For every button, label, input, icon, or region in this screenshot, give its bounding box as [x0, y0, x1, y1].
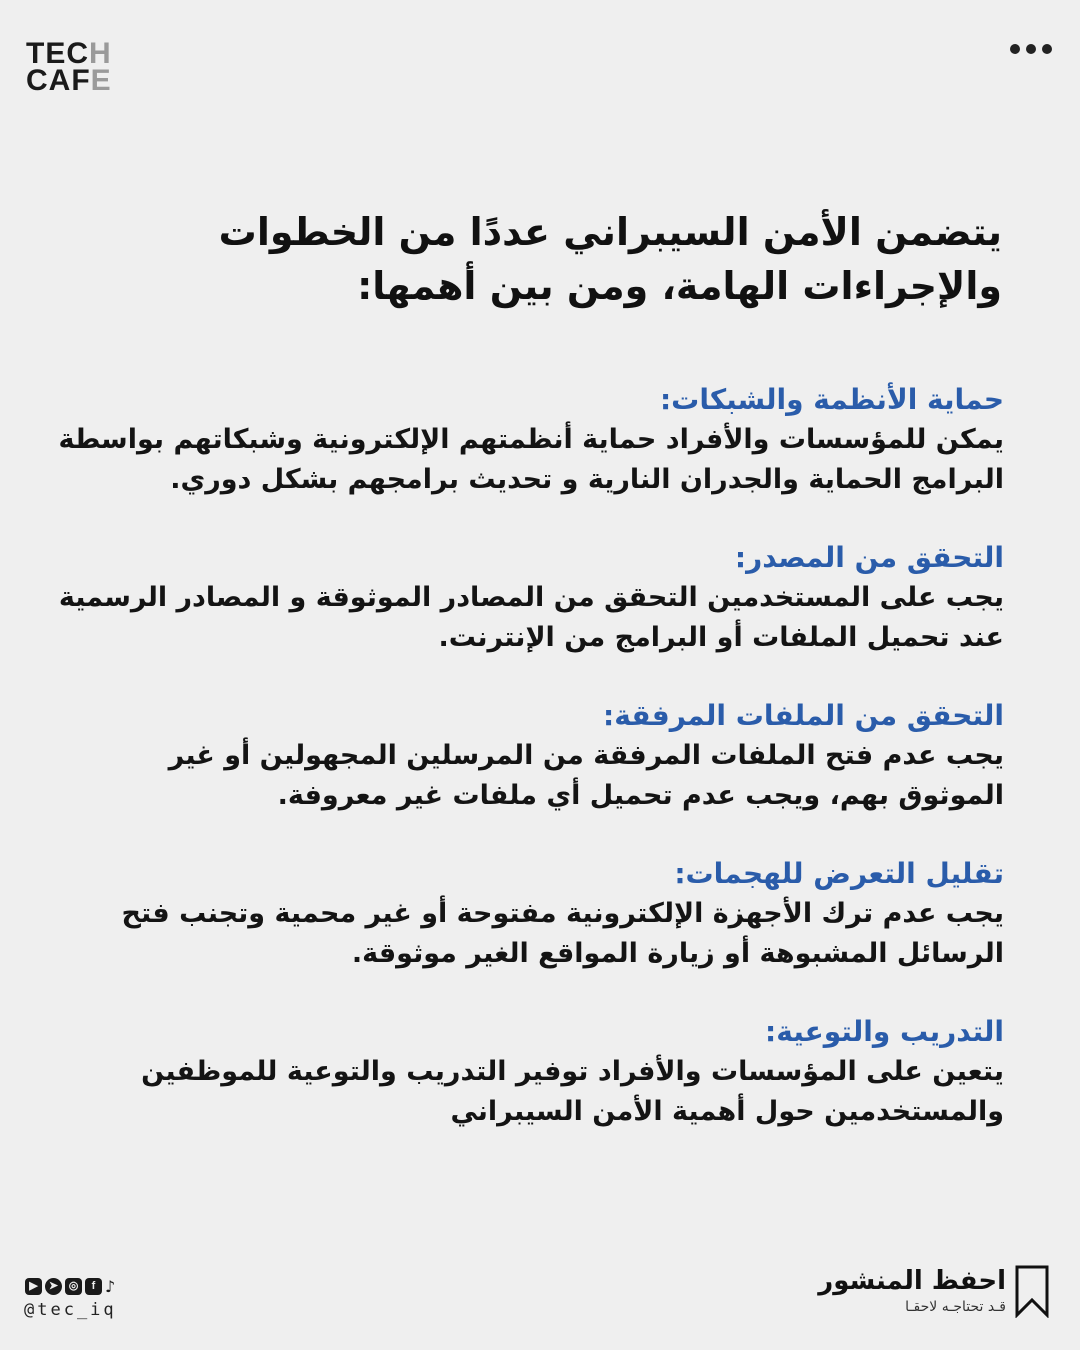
facebook-icon[interactable]: f — [85, 1278, 102, 1295]
section-training — [54, 1012, 1004, 1132]
more-dots-icon — [1042, 44, 1052, 54]
brand-logo-line2-text: CAF — [26, 64, 91, 97]
brand-logo-line2-fade: E — [90, 64, 112, 97]
section-title: التدريب والتوعية: — [765, 1015, 1004, 1048]
telegram-icon[interactable]: ➤ — [45, 1278, 62, 1295]
social-links — [25, 1278, 115, 1295]
save-post-button[interactable] — [818, 1264, 1050, 1318]
section-attachments — [54, 696, 1004, 816]
brand-logo-line1-text: TEC — [26, 37, 89, 70]
more-menu-button[interactable] — [1010, 44, 1052, 54]
section-body: يجب على المستخدمين التحقق من المصادر الموثوقة و المصادر الرسمية عند تحميل الملفات أو البرامج من الإنترنت. — [58, 582, 1004, 653]
brand-logo-line1-fade: H — [89, 37, 112, 70]
brand-logo — [26, 37, 112, 97]
more-dots-icon — [1026, 44, 1036, 54]
section-body: يمكن للمؤسسات والأفراد حماية أنظمتهم الإلكترونية وشبكاتهم بواسطة البرامج الحماية والجدران النارية و تحديث برامجهم بشكل دوري. — [58, 424, 1004, 495]
section-body: يجب عدم فتح الملفات المرفقة من المرسلين المجهولين أو غير الموثوق بهم، ويجب عدم تحميل أي ملفات غير معروفة. — [168, 740, 1004, 811]
instagram-icon[interactable]: ◎ — [65, 1278, 82, 1295]
section-title: التحقق من الملفات المرفقة: — [603, 699, 1004, 732]
brand-logo-line2 — [26, 64, 112, 97]
brand-logo-line1 — [26, 37, 112, 70]
more-dots-icon — [1010, 44, 1020, 54]
save-post-title: احفظ المنشور — [818, 1266, 1006, 1296]
post-heading: يتضمن الأمن السيبراني عددًا من الخطوات والإجراءات الهامة، ومن بين أهمها: — [218, 210, 1002, 308]
youtube-icon[interactable]: ▶ — [25, 1278, 42, 1295]
section-source-verification — [54, 538, 1004, 658]
section-body: يجب عدم ترك الأجهزة الإلكترونية مفتوحة أو غير محمية وتجنب فتح الرسائل المشبوهة أو زيارة المواقع الغير موثوقة. — [121, 898, 1004, 969]
section-title: التحقق من المصدر: — [734, 541, 1004, 574]
section-system-protection — [54, 380, 1004, 500]
post-sections — [54, 380, 1004, 1170]
section-attack-exposure — [54, 854, 1004, 974]
section-title: تقليل التعرض للهجمات: — [674, 857, 1004, 890]
section-title: حماية الأنظمة والشبكات: — [659, 383, 1004, 416]
section-body: يتعين على المؤسسات والأفراد توفير التدريب والتوعية للموظفين والمستخدمين حول أهمية الأمن السيبراني — [141, 1056, 1004, 1127]
save-post-text — [818, 1265, 1006, 1317]
account-handle: @tec_iq — [24, 1300, 117, 1320]
tiktok-icon[interactable]: ♪ — [105, 1277, 116, 1296]
bookmark-icon — [1014, 1264, 1050, 1318]
save-post-subtitle: قـد تحتاجـه لاحقـا — [905, 1299, 1006, 1315]
